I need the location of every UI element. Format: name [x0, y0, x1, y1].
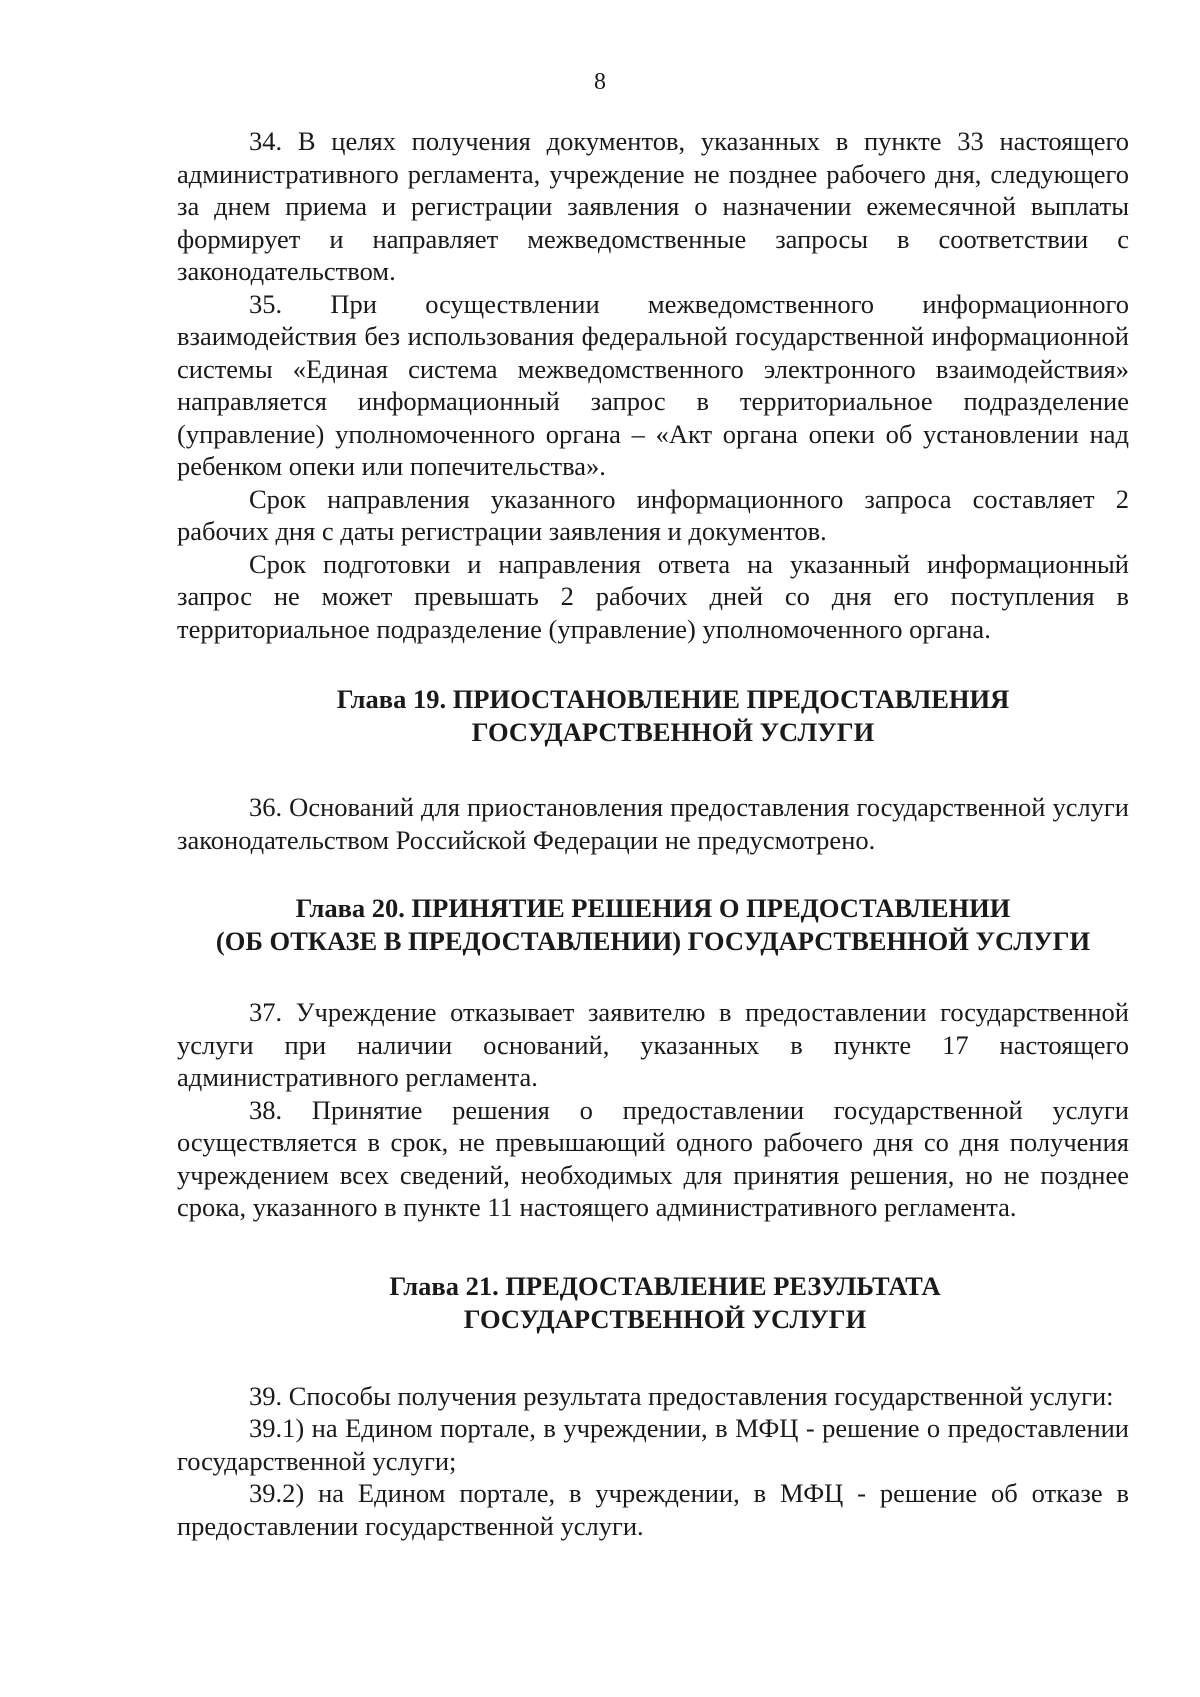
chapter-21-title-line1: Глава 21. ПРЕДОСТАВЛЕНИЕ РЕЗУЛЬТАТА	[389, 1270, 941, 1301]
chapter-19-title-line2: ГОСУДАРСТВЕННОЙ УСЛУГИ	[471, 717, 875, 747]
paragraph-34: 34. В целях получения документов, указанных в пункте 33 настоящего административного регламента, учреждение не позднее рабочего дня, следующего за днем приема и регистрации заявления о назначении ежемесячной выплаты формирует и направляет межведомственные запросы в соответствии с законодательством.	[177, 126, 1129, 286]
chapter-20-title-line1: Глава 20. ПРИНЯТИЕ РЕШЕНИЯ О ПРЕДОСТАВЛЕНИИ	[295, 893, 1011, 923]
chapter-21-heading	[177, 1270, 1129, 1336]
paragraph-36: 36. Оснований для приостановления предоставления государственной услуги законодательством Российской Федерации не предусмотрено.	[177, 792, 1129, 855]
chapter-21-title-line2: ГОСУДАРСТВЕННОЙ УСЛУГИ	[463, 1303, 867, 1334]
page-number: 8	[594, 69, 606, 95]
paragraph-35: 35. При осуществлении межведомственного информационного взаимодействия без использования федеральной государственной информационной системы «Единая система межведомственного электронного взаимодействия» направляется информационный запрос в территориальное подразделение (управление) уполномоченного органа – «Акт органа опеки об установлении над ребенком опеки или попечительства».	[177, 288, 1129, 481]
paragraph-35-response-term: Срок подготовки и направления ответа на указанный информационный запрос не может превышать 2 рабочих дней со дня его поступления в территориальное подразделение (управление) уполномоченного органа.	[177, 548, 1129, 644]
paragraph-39-1: 39.1) на Едином портале, в учреждении, в МФЦ - решение о предоставлении государственной услуги;	[177, 1413, 1129, 1476]
chapter-19-heading	[177, 683, 1129, 749]
document-body	[177, 125, 1129, 1542]
chapter-20-heading	[177, 892, 1129, 958]
paragraph-39: 39. Способы получения результата предоставления государственной услуги:	[249, 1380, 1114, 1411]
paragraph-39-2: 39.2) на Едином портале, в учреждении, в МФЦ - решение об отказе в предоставлении государственной услуги.	[177, 1478, 1129, 1541]
chapter-19-title-line1: Глава 19. ПРИОСТАНОВЛЕНИЕ ПРЕДОСТАВЛЕНИЯ	[336, 684, 1010, 714]
chapter-20-title-line2: (ОБ ОТКАЗЕ В ПРЕДОСТАВЛЕНИИ) ГОСУДАРСТВЕННОЙ УСЛУГИ	[215, 926, 1091, 956]
paragraph-35-request-term: Срок направления указанного информационного запроса составляет 2 рабочих дня с даты регистрации заявления и документов.	[177, 483, 1129, 546]
paragraph-38: 38. Принятие решения о предоставлении государственной услуги осуществляется в срок, не превышающий одного рабочего дня со дня получения учреждением всех сведений, необходимых для принятия решения, но не позднее срока, указанного в пункте 11 настоящего административного регламента.	[177, 1094, 1129, 1222]
paragraph-37: 37. Учреждение отказывает заявителю в предоставлении государственной услуги при наличии оснований, указанных в пункте 17 настоящего административного регламента.	[177, 997, 1129, 1092]
